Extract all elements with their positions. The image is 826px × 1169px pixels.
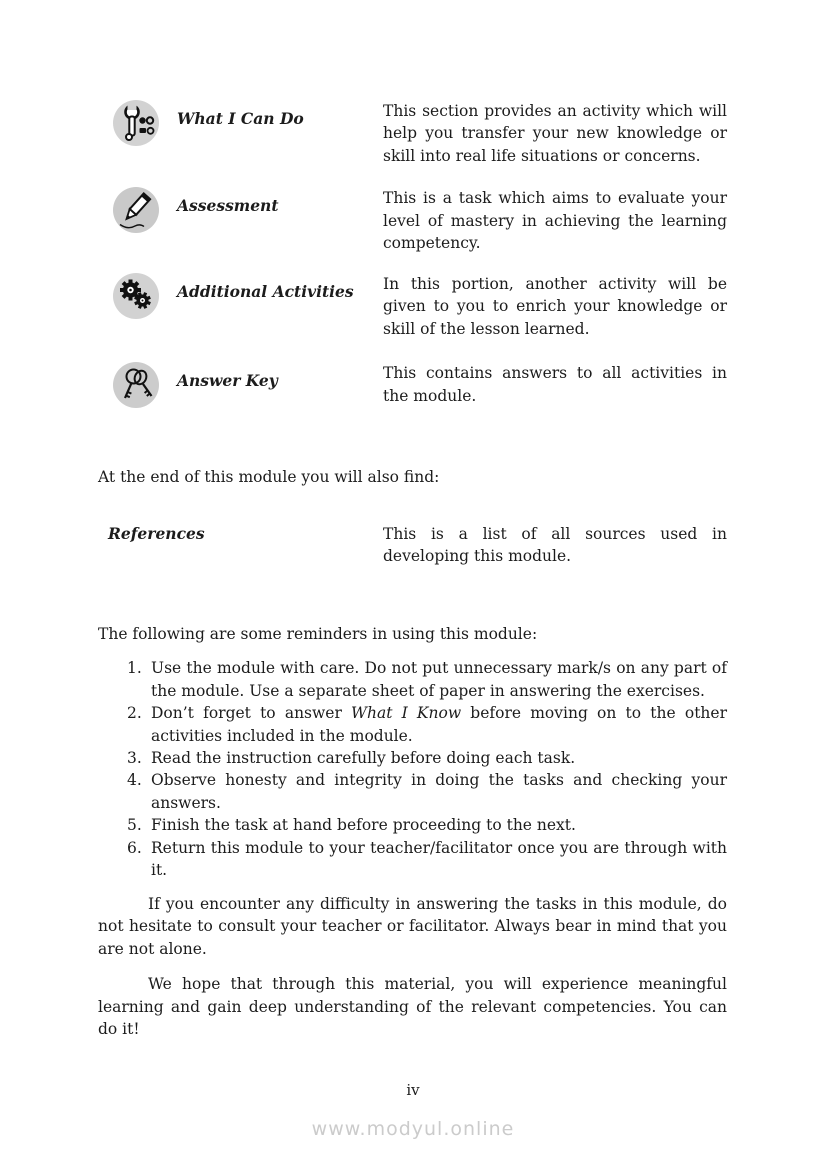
list-item-number: 3. [127, 748, 142, 767]
page-number: iv [406, 1081, 420, 1099]
list-item-text [151, 837, 727, 882]
references-row [98, 523, 727, 568]
end-of-module-line: At the end of this module you will also find: [98, 468, 440, 487]
section-row-answer-key [98, 362, 727, 408]
wrench-tools-icon [113, 100, 159, 146]
list-item-text [151, 702, 727, 747]
section-label: What I Can Do [177, 109, 304, 128]
section-label: Answer Key [177, 371, 278, 391]
section-label: Assessment [177, 196, 279, 216]
section-label: Additional Activities [177, 281, 354, 301]
list-item-text-segment: Finish the task at hand before proceeding to the next. [151, 816, 576, 835]
list-item-text [151, 769, 727, 814]
list-item [98, 747, 727, 769]
references-description: This is a list of all sources used in developing this module. [383, 524, 727, 566]
section-row-additional-activities [98, 273, 727, 340]
pencil-icon [113, 187, 159, 233]
list-item-italic-segment: What I Know [351, 704, 462, 723]
section-description: This section provides an activity which will help you transfer your new knowledge or skill into real life situations or concerns. [383, 102, 727, 165]
list-item-text-segment: Read the instruction carefully before doing each task. [151, 748, 576, 767]
watermark: www.modyul.online [311, 1118, 515, 1140]
list-item [98, 657, 727, 702]
gears-icon [113, 273, 159, 319]
references-label: References [108, 523, 205, 543]
reminders-intro-line: The following are some reminders in using this module: [98, 624, 538, 643]
list-item-text-segment: Observe honesty and integrity in doing the tasks and checking your answers. [151, 771, 727, 812]
list-item [98, 814, 727, 836]
list-item-text [151, 747, 727, 769]
list-item-text-segment: Use the module with care. Do not put unnecessary mark/s on any part of the module. Use a separate sheet of paper in answering the exercises. [151, 659, 727, 700]
section-description: This is a task which aims to evaluate your level of mastery in achieving the learning competency. [383, 189, 727, 253]
list-item [98, 769, 727, 814]
list-item [98, 702, 727, 747]
closing-paragraph: If you encounter any difficulty in answering the tasks in this module, do not hesitate to consult your teacher or facilitator. Always bear in mind that you are not alone. [98, 894, 727, 958]
list-item-number: 2. [127, 704, 142, 723]
list-item-number: 5. [127, 816, 142, 835]
list-item-text [151, 814, 727, 836]
list-item-number: 6. [127, 838, 142, 857]
keys-icon [113, 362, 159, 408]
section-row-what-i-can-do [98, 100, 727, 167]
list-item-number: 1. [127, 659, 142, 678]
section-description: This contains answers to all activities in the module. [383, 364, 727, 405]
list-item-text-segment: Don’t forget to answer [151, 704, 352, 723]
list-item-text [151, 657, 727, 702]
section-row-assessment [98, 187, 727, 254]
closing-paragraph: We hope that through this material, you will experience meaningful learning and gain deep understanding of the relevant competencies. You can do it! [98, 975, 727, 1039]
list-item-number: 4. [127, 771, 142, 790]
list-item-text-segment: Return this module to your teacher/facilitator once you are through with it. [151, 838, 727, 880]
list-item [98, 837, 727, 882]
section-description: In this portion, another activity will be given to you to enrich your knowledge or skill of the lesson learned. [383, 274, 727, 338]
reminders-list [98, 657, 727, 882]
list-item-text-segment: before moving on to the other activities included in the module. [151, 704, 727, 745]
